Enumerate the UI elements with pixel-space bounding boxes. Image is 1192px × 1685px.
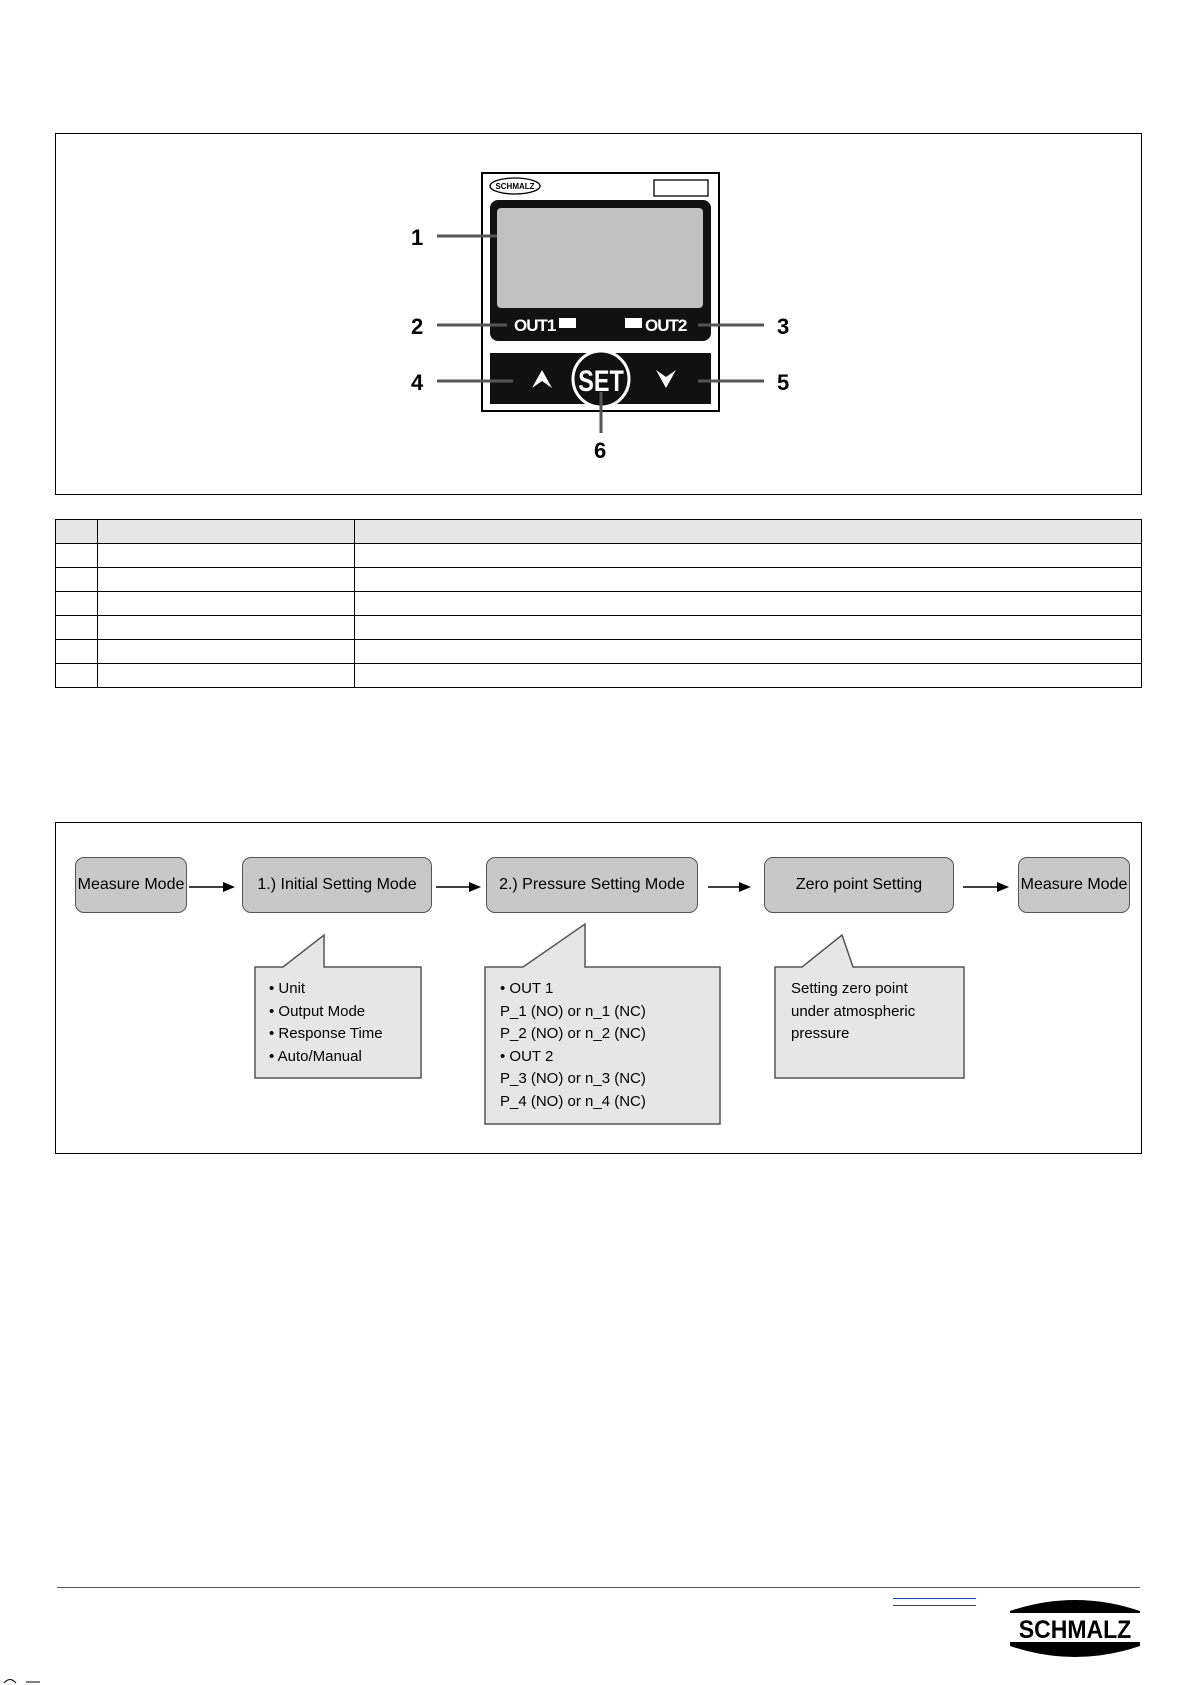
pressure-setting-items: • OUT 1 P_1 (NO) or n_1 (NC) P_2 (NO) or n_2 (NC) • OUT 2 P_3 (NO) or n_3 (NC) P_4 (NO) or n_4 (NC) bbox=[500, 980, 646, 1110]
callout-2: 2 bbox=[411, 314, 424, 339]
pressure-setting-mode-box: 2.) Pressure Setting Mode bbox=[486, 857, 698, 913]
set-label: SET bbox=[578, 364, 624, 398]
callout-3: 3 bbox=[777, 314, 790, 339]
device-brand: SCHMALZ bbox=[495, 182, 535, 191]
zero-point-items: Setting zero point under atmospheric pressure bbox=[791, 980, 916, 1042]
out1-label: OUT1 bbox=[514, 316, 556, 335]
callout-1: 1 bbox=[411, 225, 424, 250]
initial-setting-items: • Unit • Output Mode • Response Time • Auto/Manual bbox=[269, 980, 383, 1065]
initial-setting-mode-box: 1.) Initial Setting Mode bbox=[242, 857, 432, 913]
callout-6: 6 bbox=[594, 438, 607, 463]
footer-brand: SCHMALZ bbox=[1018, 1616, 1132, 1645]
page-edge-mark bbox=[0, 1674, 60, 1684]
measure-mode-box-end: Measure Mode bbox=[1018, 857, 1130, 913]
callout-5: 5 bbox=[777, 370, 790, 395]
out2-label: OUT2 bbox=[645, 316, 687, 335]
callout-4: 4 bbox=[411, 370, 424, 395]
zero-point-setting-box: Zero point Setting bbox=[764, 857, 954, 913]
measure-mode-box-start: Measure Mode bbox=[75, 857, 187, 913]
